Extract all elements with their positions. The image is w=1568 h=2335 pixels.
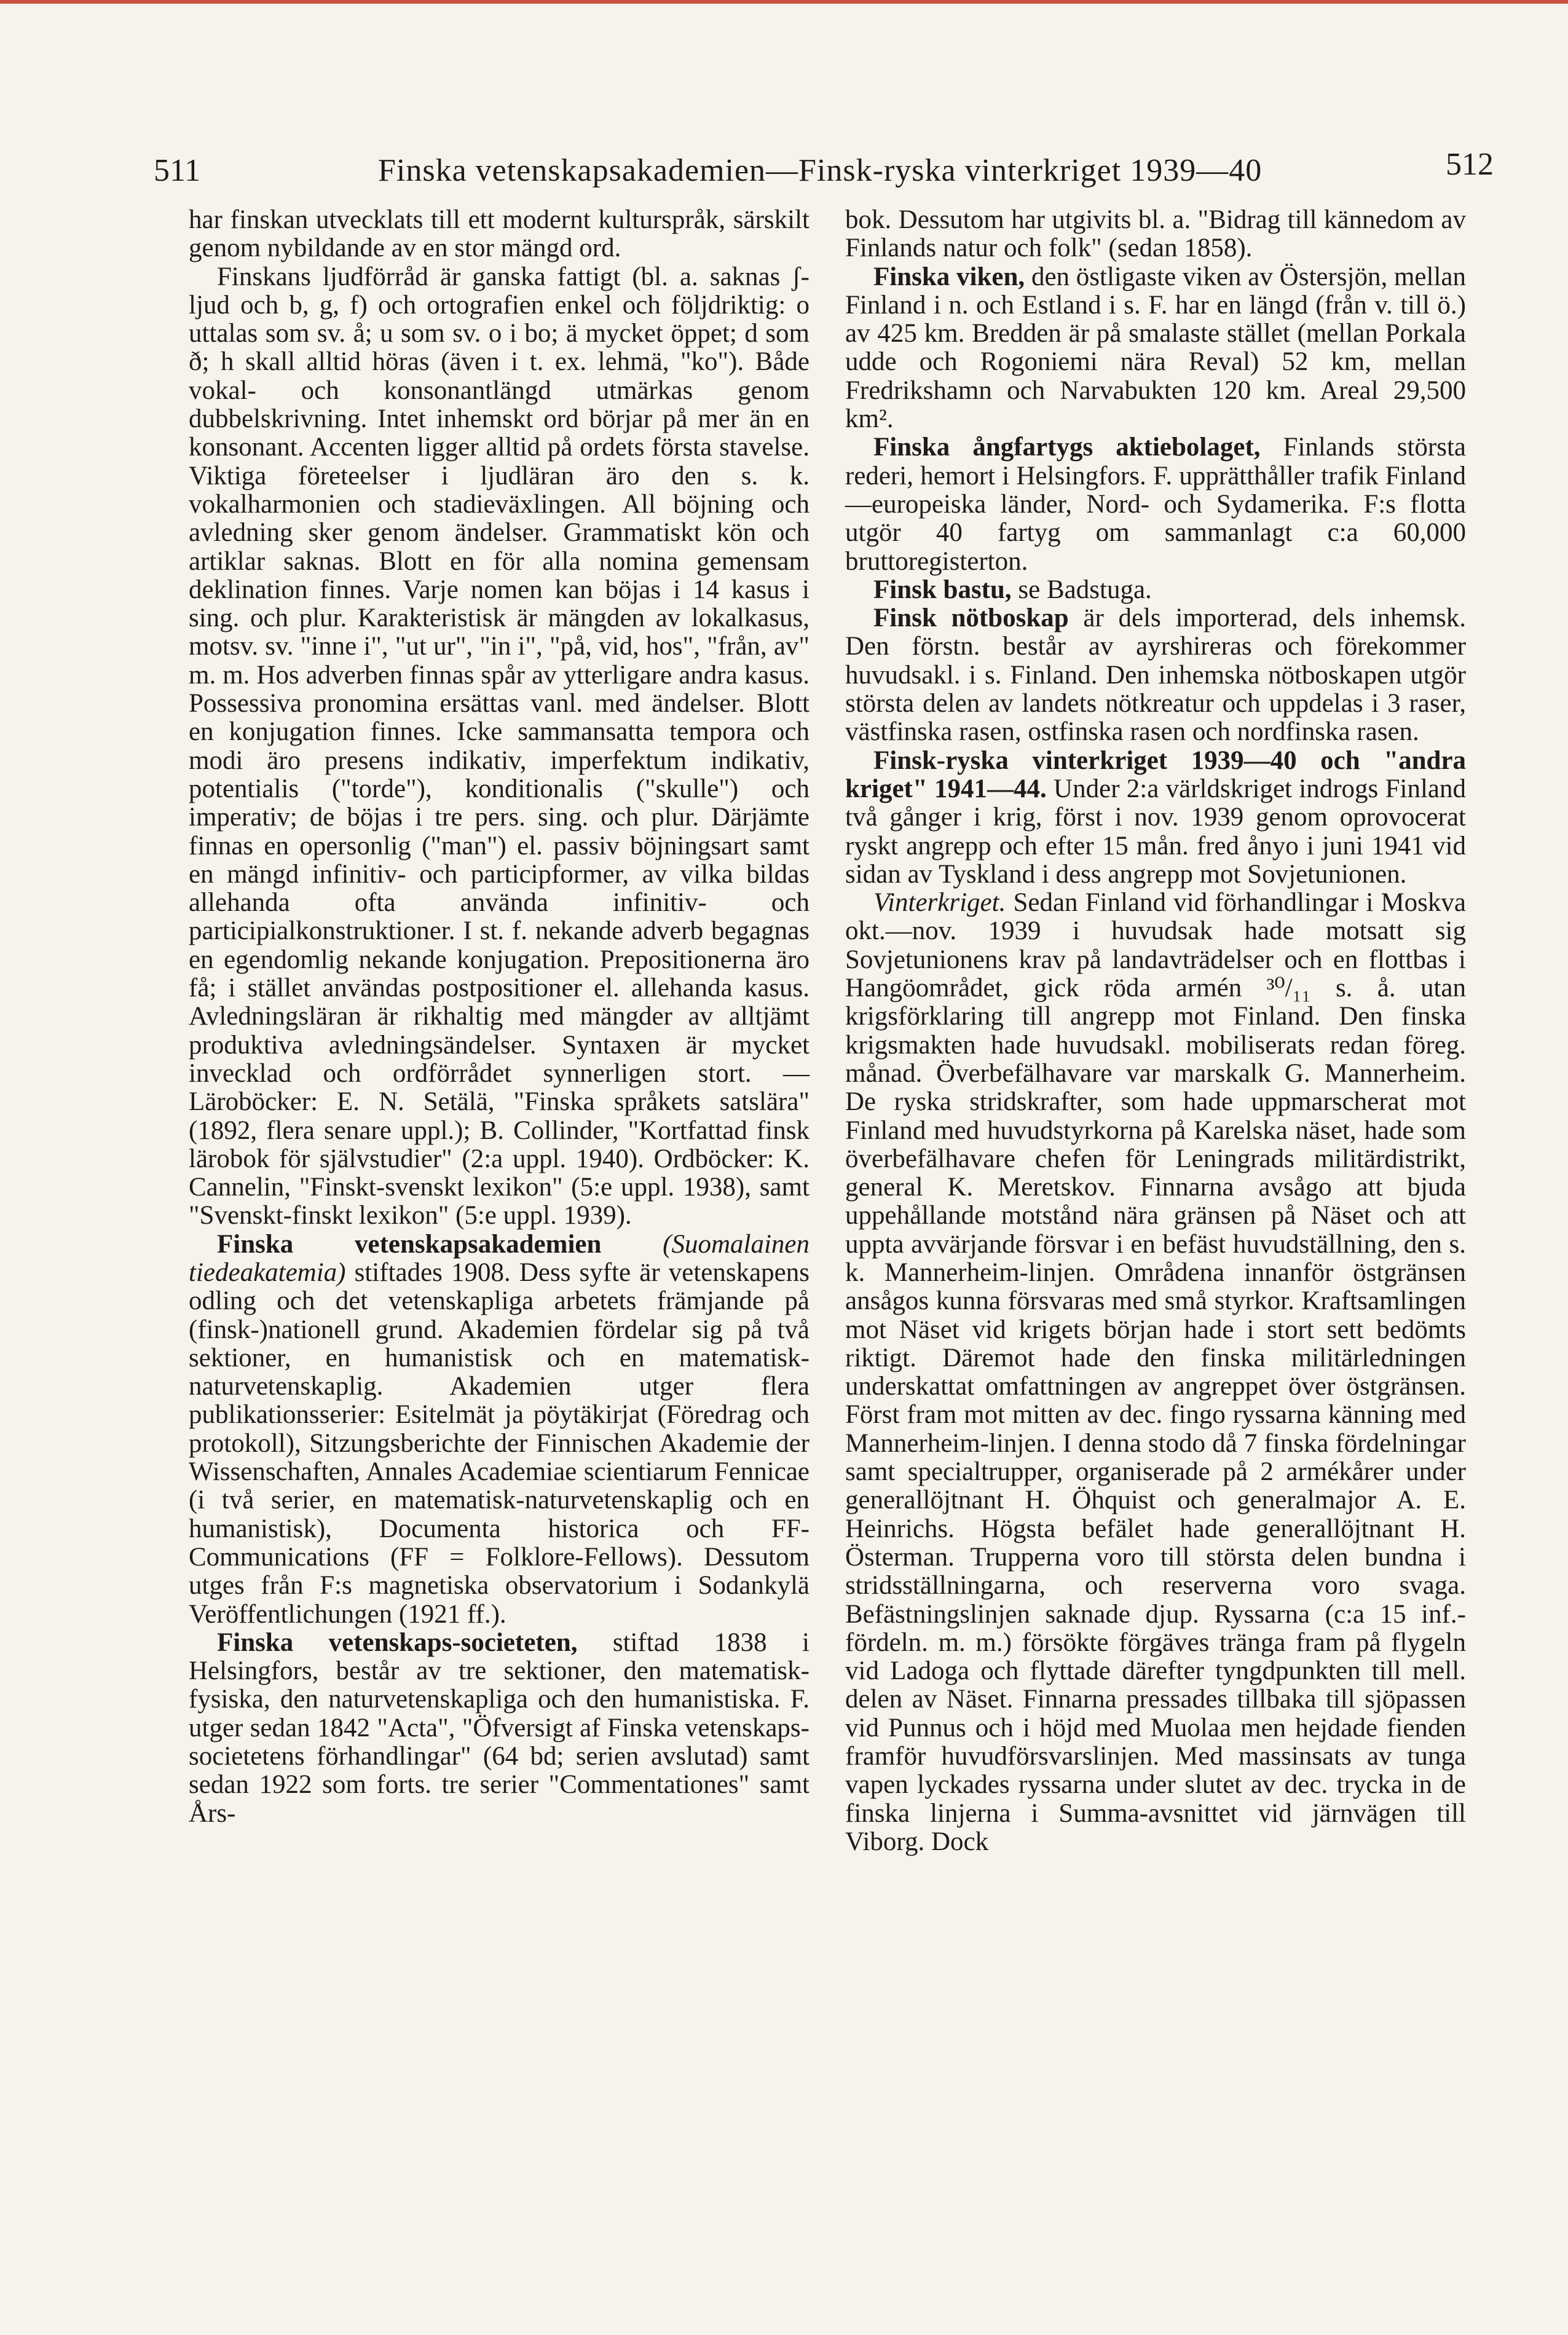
running-title: Finska vetenskapsakademien—Finsk-ryska vinterkriget 1939—40 (378, 153, 1263, 188)
entry-headword: Finsk-ryska vinterkriget 1939—40 och "andra kriget" 1941—44. (845, 746, 1466, 803)
entry-finsk-ryska-vinterkriget (845, 747, 1466, 889)
entry-headword: Finsk nötboskap (873, 604, 1069, 633)
paragraph-societeten-cont: bok. Dessutom har utgivits bl. a. "Bidrag till kännedom av Finlands natur och folk" (sedan 1858). (845, 205, 1466, 263)
entry-body: stiftad 1838 i Helsingfors, består av tre sektioner, den matematisk-fysiska, den naturvetenskapliga och den humanistiska. F. utger sedan 1842 "Acta", "Öfversigt af Finska vetenskaps-societetens förhandlingar" (64 bd; serien avslutad) samt sedan 1922 som forts. tre serier "Commentationes" samt Års- (189, 1628, 810, 1828)
entry-headword: Finska viken, (873, 262, 1025, 291)
page-number-left: 511 (154, 153, 201, 188)
entry-body: stiftades 1908. Dess syfte är vetenskapens odling och det vetenskapliga arbetets främjande på (finsk-)nationell grund. Akademien fördelar sig på två sektioner, en humanistisk och en matematisk-naturvetenskaplig. Akademien utger flera publikationsserier: Esitelmät ja pöytäkirjat (Föredrag och protokoll), Sitzungsberichte der Finnischen Akademie der Wissenschaften, Annales Academiae scientiarum Fennicae (i två serier, en matematisk-naturvetenskaplig och en humanistisk), Documenta historica och FF-Communications (FF = Folklore-Fellows). Dessutom utges från F:s magnetiska observatorium i Sodankylä Veröffentlichungen (1921 ff.). (189, 1258, 810, 1629)
paragraph-vinterkriget (845, 889, 1466, 1856)
entry-headword: Finsk bastu, (873, 575, 1012, 604)
entry-body: den östligaste viken av Östersjön, mellan Finland i n. och Estland i s. F. har en längd (från v. till ö.) av 425 km. Bredden är på smalaste stället (mellan Porkala udde och Rogoniemi nära Reval) 52 km, mellan Fredrikshamn och Narvabukten 120 km. Areal 29,500 km². (845, 262, 1467, 434)
entry-alt-name: (Suomalainen tiedeakatemia) (189, 1229, 810, 1287)
page-number-right: 512 (1446, 147, 1494, 182)
running-header (154, 146, 1494, 195)
entry-headword: Finska vetenskapsakademien (217, 1229, 602, 1259)
entry-finska-viken (845, 263, 1466, 434)
top-edge-rule (0, 0, 1568, 4)
section-lead: Vinterkriget. (873, 888, 1006, 918)
entry-body: Finlands största rederi, hemort i Helsingfors. F. upprätthåller trafik Finland—europeiska länder, Nord- och Sydamerika. F:s flotta utgör 40 fartyg om sammanlagt c:a 60,000 bruttoregisterton. (845, 433, 1466, 576)
entry-body: är dels importerad, dels inhemsk. Den förstn. består av ayrshireras och förekommer huvudsakl. i s. Finland. Den inhemska nötboskapen utgör största delen av landets nötkreatur och uppdelas i 3 raser, västfinska rasen, ostfinska rasen och nordfinska rasen. (845, 604, 1466, 747)
left-column (189, 206, 810, 1828)
paragraph-finnish-phonology: Finskans ljudförråd är ganska fattigt (bl. a. saknas ʃ-ljud och b, g, f) och ortografien enkel och följdriktig: o uttalas som sv. å; u som sv. o i bo; ä mycket öppet; d som ð; h skall alltid höras (även i t. ex. lehmä, "ko"). Både vokal- och konsonantlängd utmärkas genom dubbelskrivning. Intet inhemskt ord börjar på mer än en konsonant. Accenten ligger alltid på ordets första stavelse. Viktiga företeelser i ljudläran äro den s. k. vokalharmonien och stadieväxlingen. All böjning och avledning sker genom ändelser. Grammatiskt kön och artiklar saknas. Blott en för alla nomina gemensam deklination finnes. Varje nomen kan böjas i 14 kasus i sing. och plur. Karakteristisk är mängden av lokalkasus, motsv. sv. "inne i", "ut ur", "in i", "på, vid, hos", "från, av" m. m. Hos adverben finnas spår av ytterligare andra kasus. Possessiva pronomina ersättas vanl. med ändelser. Blott en konjugation finnes. Icke sammansatta tempora och modi äro presens indikativ, imperfektum indikativ, potentialis ("torde"), konditionalis ("skulle") och imperativ; de böjas i tre pers. sing. och plur. Därjämte finnas en opersonlig ("man") el. passiv böjningsart samt en mängd infinitiv- och participformer, av vilka bildas allehanda ofta använda infinitiv- och participialkonstruktioner. I st. f. nekande adverb begagnas en egendomlig nekande konjugation. Prepositionerna äro få; i stället användas postpositioner el. allehanda kasus. Avledningsläran är rikhaltig med mängder av alltjämt produktiva avledningsändelser. Syntaxen är mycket invecklad och ordförrådet synnerligen stort. — Läroböcker: E. N. Setälä, "Finska språkets satslära" (1892, flera senare uppl.); B. Collinder, "Kortfattad finsk lärobok för självstudier" (2:a uppl. 1940). Ordböcker: K. Cannelin, "Finskt-svenskt lexikon" (5:e uppl. 1938), samt "Svenskt-finskt lexikon" (5:e uppl. 1939). (189, 262, 810, 1231)
paragraph-finnish-language-cont: har finskan utvecklats till ett modernt kulturspråk, särskilt genom nybildande av en stor mängd ord. (189, 205, 810, 263)
entry-finska-angfartygs-aktiebolaget (845, 433, 1466, 575)
entry-finska-vetenskaps-societeten (189, 1629, 810, 1828)
entry-headword: Finska ångfartygs aktiebolaget, (873, 433, 1261, 462)
entry-finsk-notboskap (845, 604, 1466, 746)
entry-finsk-bastu (845, 576, 1466, 604)
entry-headword: Finska vetenskaps-societeten, (217, 1628, 578, 1657)
entry-body: se Badstuga. (1011, 575, 1152, 604)
entry-finska-vetenskapsakademien (189, 1231, 810, 1629)
entry-body: Under 2:a världskriget indrogs Finland två gånger i krig, först i nov. 1939 genom oprovocerat ryskt angrepp och efter 15 mån. fred ånyo i juni 1941 vid sidan av Tyskland i dess angrepp mot Sovjetunionen. (845, 774, 1466, 889)
section-body: Sedan Finland vid förhandlingar i Moskva okt.—nov. 1939 i huvudsak hade motsatt sig Sovjetunionens krav på landavträdelser och en flottbas i Hangöområdet, gick röda armén ³⁰/₁₁ s. å. utan krigsförklaring till angrepp mot Finland. Den finska krigsmakten hade huvudsakl. mobiliserats redan föreg. månad. Överbefälhavare var marskalk G. Mannerheim. De ryska stridskrafter, som hade uppmarscherat mot Finland med huvudstyrkorna på Karelska näset, hade som överbefälhavare chefen för Leningrads militärdistrikt, general K. Meretskov. Finnarna avsågo att bjuda uppehållande motstånd nära gränsen på Näset och att uppta avvärjande försvar i en befäst huvudställning, den s. k. Mannerheim-linjen. Områdena innanför östgränsen ansågos kunna försvaras med små styrkor. Kraftsamlingen mot Näset vid krigets början hade i stort sett bedömts riktigt. Däremot hade den finska militärledningen underskattat omfattningen av angreppet över östgränsen. Först fram mot mitten av dec. fingo ryssarna känning med Mannerheim-linjen. I denna stodo då 7 finska fördelningar samt specialtrupper, organiserade på 2 armékårer under generallöjtnant H. Öhquist och generalmajor A. E. Heinrichs. Högsta befälet hade generallöjtnant H. Österman. Trupperna voro till största delen bundna i stridsställningarna, och reserverna voro svaga. Befästningslinjen saknade djup. Ryssarna (c:a 15 inf.-fördeln. m. m.) försökte förgäves tränga fram på flygeln vid Ladoga och flyttade därefter tyngdpunkten till mell. delen av Näset. Finnarna pressades tillbaka till sjöpassen vid Punnus och i höjd med Muolaa men hejdade fienden framför huvudförsvarslinjen. Med massinsats av tunga vapen lyckades ryssarna under slutet av dec. trycka in de finska linjerna i Summa-avsnittet vid järnvägen till Viborg. Dock (845, 888, 1466, 1856)
right-column (845, 206, 1466, 1856)
